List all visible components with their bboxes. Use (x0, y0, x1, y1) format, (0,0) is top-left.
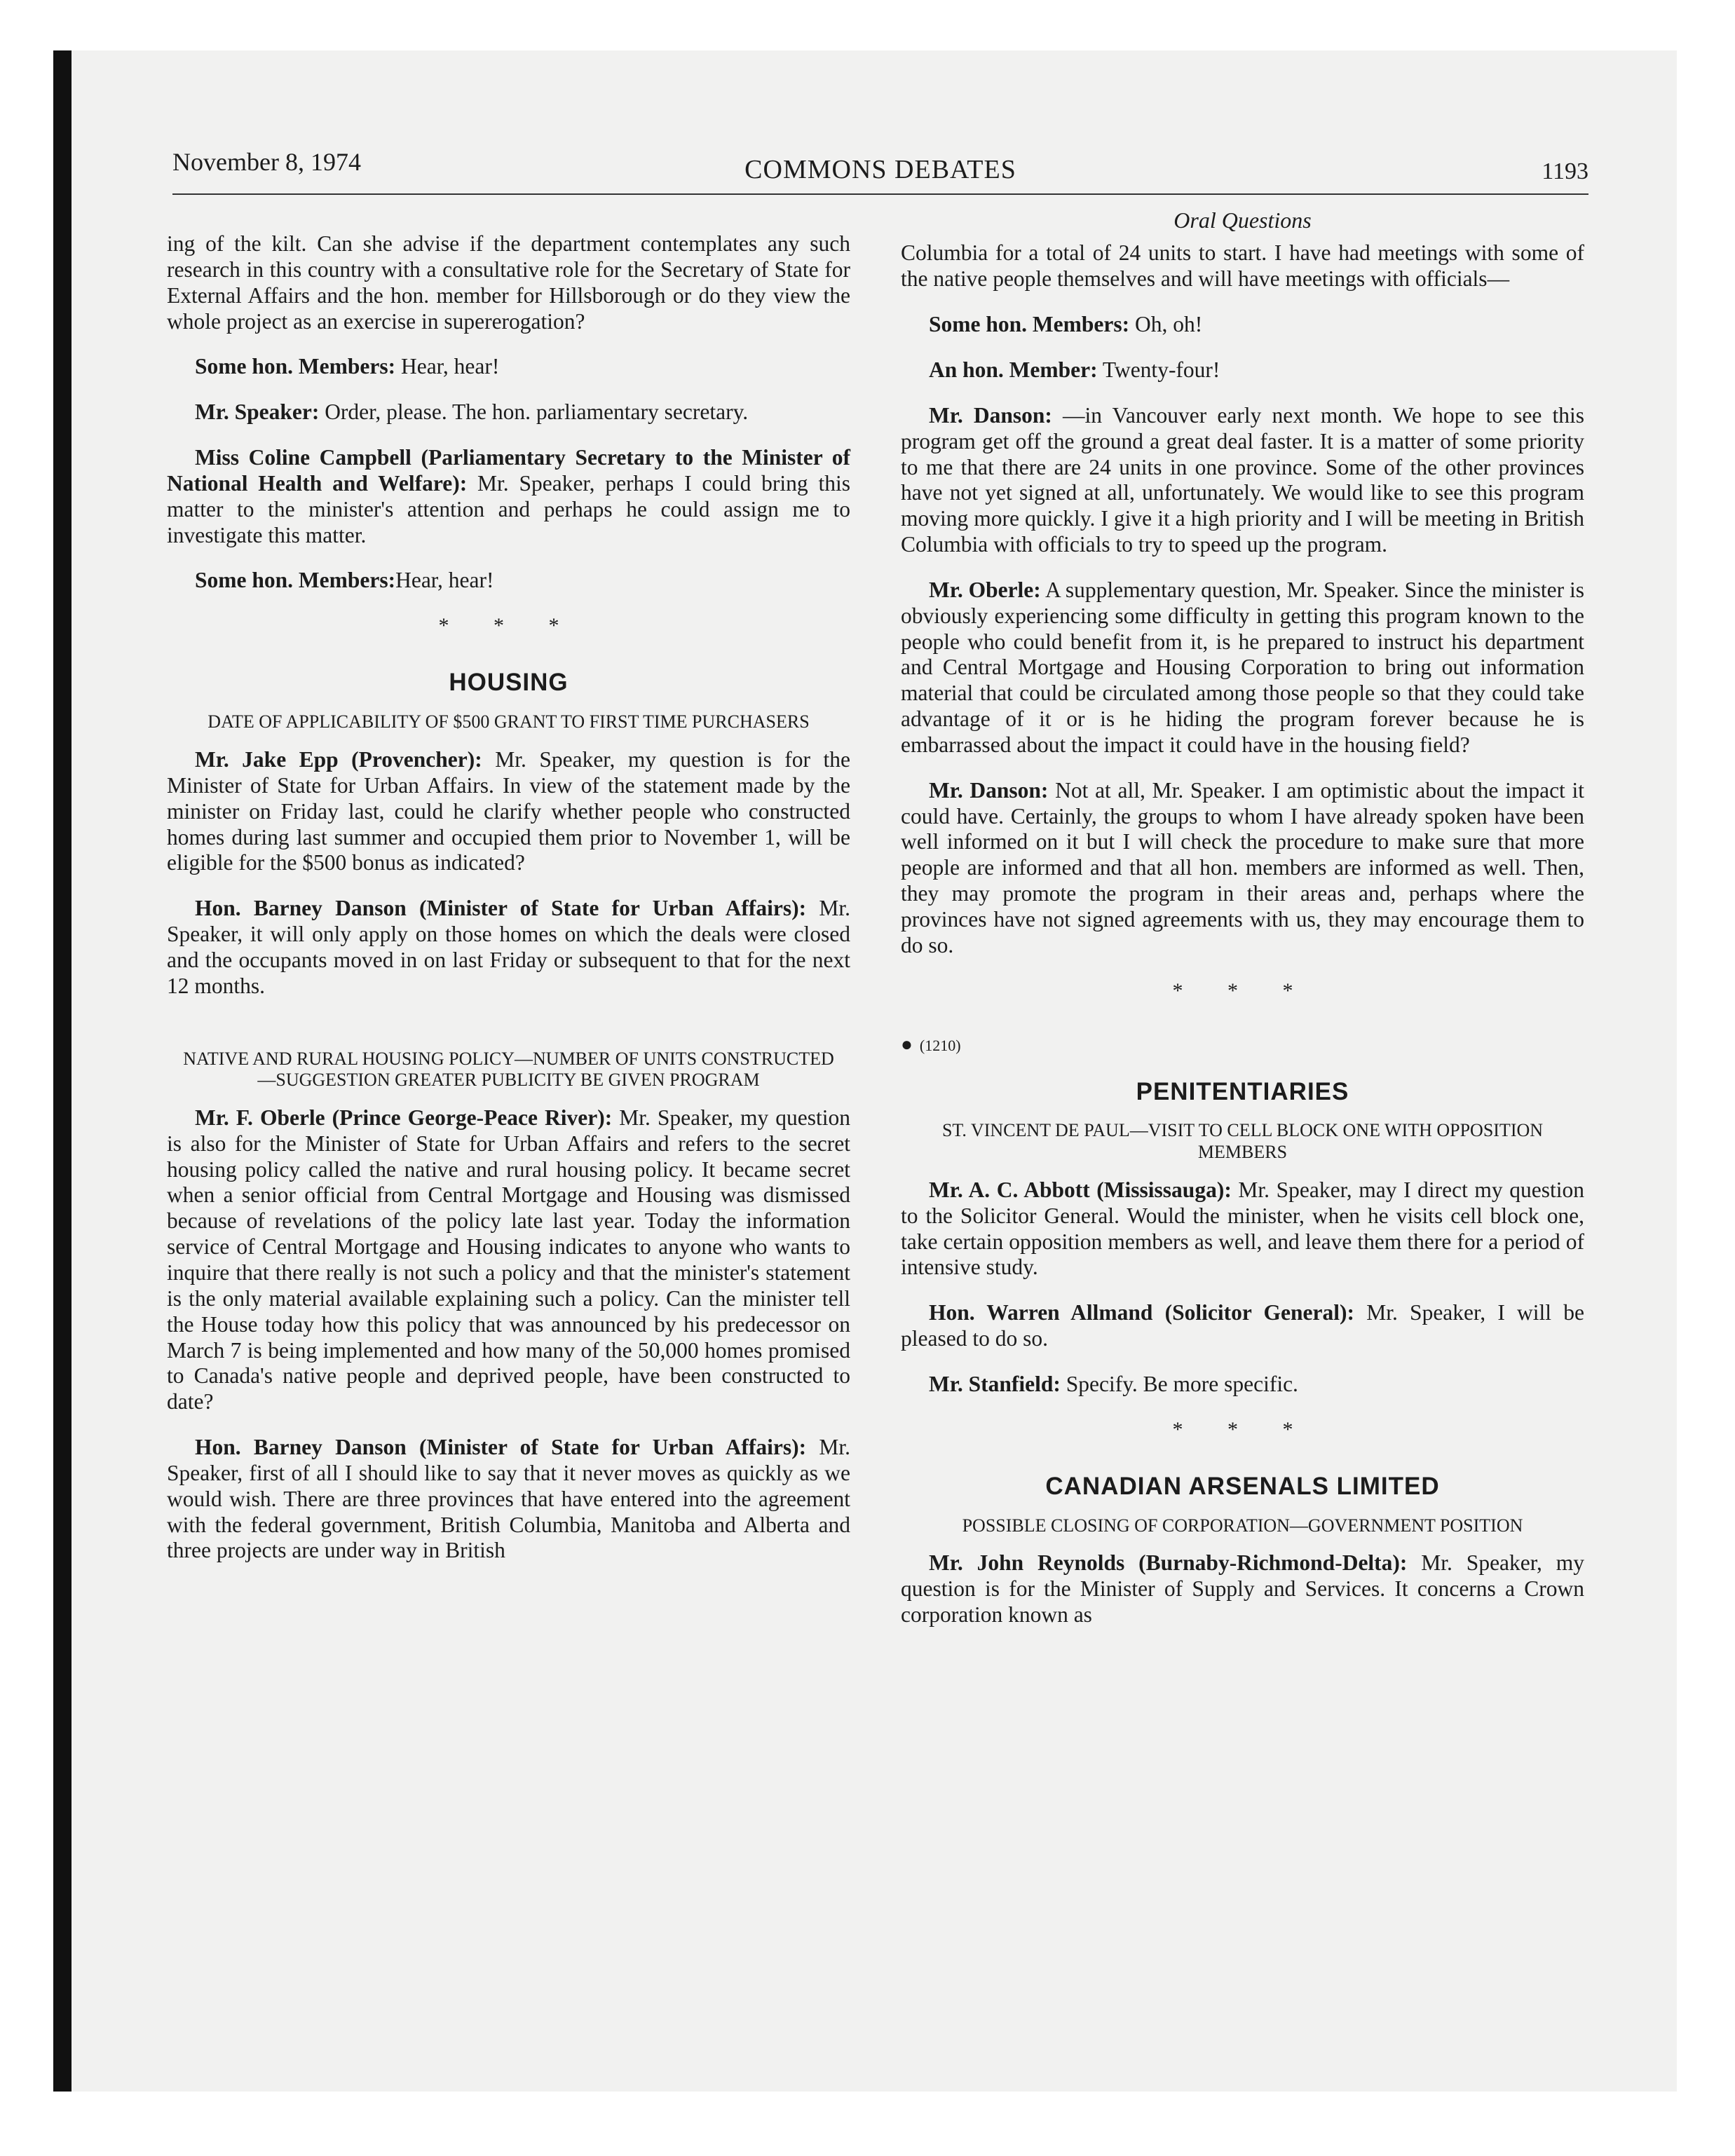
speaker: Mr. Speaker: (195, 400, 320, 425)
speaker: Miss Coline Campbell (Parliamentary Secretary to the Minister of National Health and Welfare): (167, 445, 850, 496)
speaker: Hon. Barney Danson (Minister of State for Urban Affairs): (195, 1435, 807, 1460)
speaker: Mr. John Reynolds (Burnaby-Richmond-Delta): (929, 1550, 1408, 1576)
time-marker (901, 1034, 1584, 1057)
speaker: Some hon. Members: (195, 568, 396, 593)
paragraph (167, 1435, 850, 1564)
speaker: Hon. Warren Allmand (Solicitor General): (929, 1300, 1354, 1325)
left-column (167, 231, 850, 1583)
speaker: Some hon. Members: (195, 354, 396, 379)
paragraph: Columbia for a total of 24 units to start. I have had meetings with some of the native people themselves and will have meetings with officials— (901, 240, 1584, 292)
paragraph (901, 1372, 1584, 1398)
speaker: Some hon. Members: (929, 312, 1130, 337)
speech: Not at all, Mr. Speaker. I am optimistic about the impact it could have. Certainly, the groups to whom I have already spoken have been well informed on it but I will check the procedure to make sure that more people are informed and that all hon. members are informed as well. Then, they may promote the program in their areas and, perhaps where the provinces have not signed agreements with us, they may encourage them to do so. (901, 777, 1585, 957)
paragraph (901, 1178, 1584, 1281)
speaker: Mr. Oberle: (929, 577, 1041, 602)
speech: Mr. Speaker, my question is for the Minister of State for Urban Affairs. In view of the statement made by the minister on Friday last, could he clarify whether people who constructed homes during last summer and occupied them prior to November 1, will be eligible for the $500 bonus as indicated? (167, 746, 850, 875)
speech: Hear, hear! (395, 568, 494, 593)
subheading: POSSIBLE CLOSING OF CORPORATION—GOVERNMENT POSITION (962, 1515, 1523, 1536)
speaker: Hon. Barney Danson (Minister of State for Urban Affairs): (195, 896, 807, 921)
paragraph (167, 747, 850, 876)
right-column (901, 207, 1584, 1648)
speech: Mr. Speaker, it will only apply on those homes on which the deals were closed and the occupants moved in on last Friday or subsequent to that for the next 12 months. (167, 896, 850, 998)
page-number: 1193 (1542, 158, 1588, 184)
section-heading: HOUSING (449, 669, 569, 697)
speech: Mr. Speaker, my question is also for the Minister of State for Urban Affairs and refers to the secret housing policy called the native and rural housing policy. It became secret when a senior official from Central Mortgage and Housing was dismissed because of revelations of the policy late last year. Today the information service of Central Mortgage and Housing indicates to anyone who wants to inquire that there really is not such a policy and that the minister's statement is the only material available explaining such a policy. Can the minister tell the House today how this policy that was announced by his predecessor on March 7 is being implemented and how many of the 50,000 homes promised to Canada's native people and deprived people, have been constructed to date? (167, 1105, 850, 1414)
speech: Twenty-four! (1097, 357, 1220, 382)
paragraph (901, 403, 1584, 558)
speech: —in Vancouver early next month. We hope to see this program get off the ground a great deal faster. It is a matter of some priority to me that there are 24 units in one province. Some of the other provinces have not yet signed at all, unfortunately. We would like to see this program moving more quickly. I give it a high priority and I will be meeting in British Columbia with officials to try to speed up the program. (901, 402, 1584, 557)
section-divider: * * * (438, 614, 579, 638)
speaker: Mr. Stanfield: (929, 1371, 1061, 1396)
paragraph (167, 400, 850, 425)
speech: Order, please. The hon. parliamentary secretary. (319, 400, 749, 425)
paragraph (901, 357, 1584, 383)
speaker: Mr. A. C. Abbott (Mississauga): (929, 1177, 1232, 1202)
time-marker-text: (1210) (919, 1036, 961, 1054)
paragraph (167, 568, 850, 594)
paragraph (901, 1550, 1584, 1628)
subheading: ST. VINCENT DE PAUL—VISIT TO CELL BLOCK ONE WITH OPPOSITION MEMBERS (941, 1120, 1544, 1163)
speech: A supplementary question, Mr. Speaker. Since the minister is obviously experiencing some difficulty in getting this program known to the people who could benefit from it, is he prepared to instruct his department and Central Mortgage and Housing Corporation to bring out information material that could be circulated among those people so that they could take advantage of it or is he hiding the program forever because he is embarrassed about the impact it could have in the housing field? (901, 577, 1585, 757)
section-heading: PENITENTIARIES (1136, 1077, 1349, 1105)
speech: Mr. Speaker, I will be pleased to do so. (901, 1300, 1584, 1351)
speaker: Mr. Danson: (929, 402, 1052, 428)
speech: Mr. Speaker, first of all I should like to say that it never moves as quickly as we would wish. There are three provinces that have entered into the agreement with the federal government, British Columbia, Manitoba and Alberta and three projects are under way in British (167, 1435, 850, 1563)
speech: Mr. Speaker, perhaps I could bring this matter to the minister's attention and perhaps he could assign me to investigate this matter. (167, 470, 850, 547)
paragraph (901, 1300, 1584, 1352)
speech: Hear, hear! (395, 354, 500, 379)
speech: Oh, oh! (1129, 312, 1203, 337)
speaker: Mr. F. Oberle (Prince George-Peace River): (195, 1105, 613, 1130)
subheading: DATE OF APPLICABILITY OF $500 GRANT TO FIRST TIME PURCHASERS (207, 711, 810, 732)
paragraph: ing of the kilt. Can she advise if the department contemplates any such research in this country with a consultative role for the Secretary of State for External Affairs and the hon. member for Hillsborough or do they view the whole project as an exercise in supererogation? (167, 231, 850, 334)
section-heading: CANADIAN ARSENALS LIMITED (1045, 1472, 1440, 1500)
running-section-label: Oral Questions (1173, 207, 1312, 233)
paragraph (167, 445, 850, 548)
section-divider: * * * (1172, 978, 1313, 1002)
speaker: Mr. Jake Epp (Provencher): (195, 746, 482, 772)
scan-edge (53, 50, 72, 2092)
header-title: COMMONS DEBATES (744, 155, 1016, 184)
speech: Mr. Speaker, may I direct my question to the Solicitor General. Would the minister, when he visits cell block one, take certain opposition members as well, and leave them there for a period of intensive study. (901, 1177, 1584, 1280)
subheading: NATIVE AND RURAL HOUSING POLICY—NUMBER OF UNITS CONSTRUCTED—SUGGESTION GREATER PUBLICITY BE GIVEN PROGRAM (183, 1048, 834, 1091)
bullet-icon: ● (901, 1033, 913, 1056)
paragraph (167, 354, 850, 380)
speaker: Mr. Danson: (929, 777, 1049, 803)
paragraph (901, 312, 1584, 338)
paragraph (901, 578, 1584, 758)
speaker: An hon. Member: (929, 357, 1098, 382)
speech: Specify. Be more specific. (1060, 1371, 1298, 1396)
page-header (172, 144, 1588, 195)
paragraph (167, 1105, 850, 1415)
section-divider: * * * (1172, 1417, 1313, 1441)
header-date: November 8, 1974 (172, 148, 361, 176)
paragraph (901, 778, 1584, 959)
paragraph (167, 896, 850, 999)
speech: Mr. Speaker, my question is for the Minister of Supply and Services. It concerns a Crown corporation known as (901, 1550, 1584, 1628)
